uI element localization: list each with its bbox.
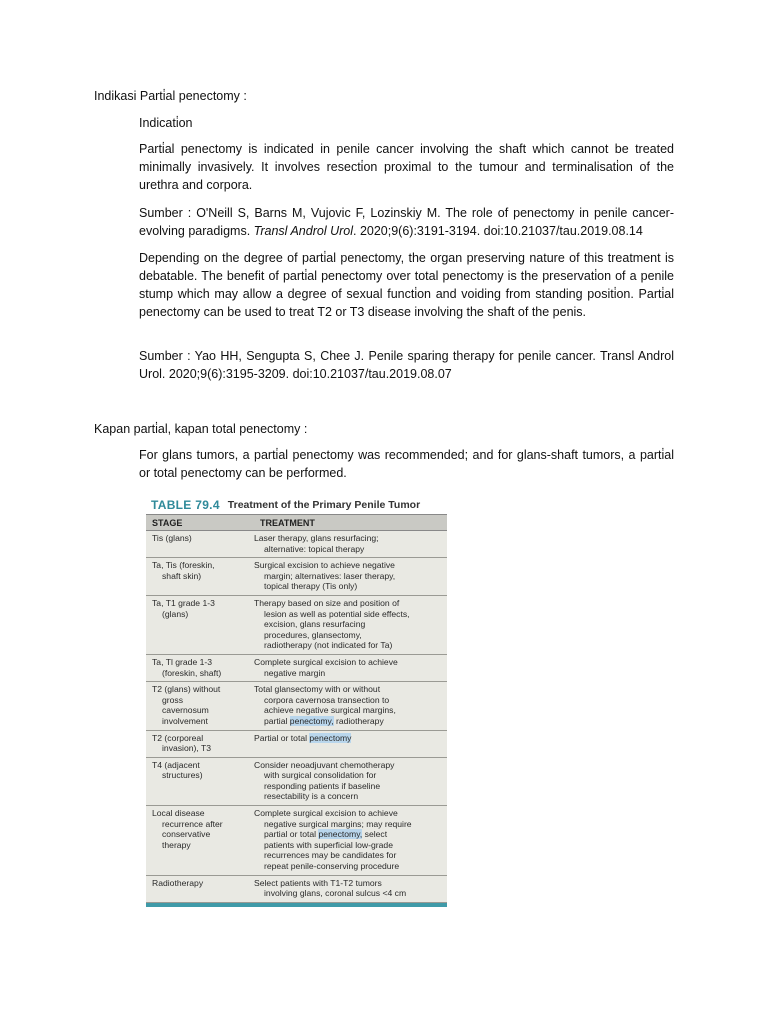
table-number: TABLE 79.4 bbox=[151, 498, 220, 512]
paragraph-glans: For glans tumors, a parti̇al penectomy was recommended; and for glans-shaft tumors, a parti̇al or total penectomy can be performed. bbox=[139, 448, 674, 480]
paragraph-indication: Parti̇al penectomy is indicated in penile cancer involving the shaft which cannot be treated minimally invasively. It involves resecti̇on proximal to the tumour and terminalisati̇on of the urethra and corpora. bbox=[139, 142, 674, 192]
treatment-line: Total glansectomy with or without bbox=[254, 684, 381, 695]
stage-line: Ta, Tl grade 1-3 bbox=[152, 656, 213, 667]
stage-line: Ta, T1 grade 1-3 bbox=[152, 597, 215, 608]
table-image bbox=[146, 496, 447, 934]
heading-kapan: Kapan parti̇al, kapan total penectomy : bbox=[94, 422, 308, 436]
treatment-line: Select patients with T1-T2 tumors bbox=[254, 877, 382, 888]
highlight-penectomy: penectomy, bbox=[318, 829, 363, 840]
treatment-line: margin; alternatives: laser therapy, bbox=[264, 570, 396, 581]
table-title bbox=[146, 496, 447, 514]
treatment-line bbox=[254, 716, 443, 727]
stage-line: T2 (corporeal bbox=[152, 732, 204, 743]
treatment-line: negative margin bbox=[264, 667, 326, 678]
stage-line: therapy bbox=[162, 839, 191, 850]
treatment-line: involving glans, coronal sulcus <4 cm bbox=[264, 888, 407, 899]
table-row bbox=[146, 655, 447, 682]
treatment-line: responding patients if baseline bbox=[264, 780, 381, 791]
stage-line: T2 (glans) without bbox=[152, 684, 221, 695]
stage-line: structures) bbox=[162, 770, 203, 781]
treatment-line: patients with superficial low-grade bbox=[264, 839, 393, 850]
table-row bbox=[146, 531, 447, 558]
treatment-line: Laser therapy, glans resurfacing; bbox=[254, 533, 379, 543]
treatment-line: Surgical excision to achieve negative bbox=[254, 560, 395, 571]
treatment-line: corpora cavernosa transection to bbox=[264, 694, 390, 705]
treatment-text: radiotherapy bbox=[333, 715, 384, 726]
treatment-line: topical therapy (Tis only) bbox=[264, 581, 358, 592]
treatment-line: repeat penile-conserving procedure bbox=[264, 861, 400, 872]
treatment-line: achieve negative surgical margins, bbox=[264, 705, 396, 716]
stage-line: Local disease bbox=[152, 808, 205, 819]
stage-line: involvement bbox=[162, 715, 208, 726]
stage-line: cavernosum bbox=[162, 705, 209, 716]
stage-line: T4 (adjacent bbox=[152, 759, 200, 770]
indication-label: Indicati̇on bbox=[139, 116, 193, 130]
treatment-line: Consider neoadjuvant chemotherapy bbox=[254, 759, 395, 770]
treatment-line: alternative: topical therapy bbox=[264, 543, 365, 554]
treatment-text: Partial or total bbox=[254, 732, 310, 743]
header-stage: STAGE bbox=[152, 517, 183, 528]
table-header bbox=[146, 514, 447, 531]
source-citation-2: Sumber : Yao HH, Sengupta S, Chee J. Penile sparing therapy for penile cancer. Transl Androl Urol. 2020;9(6):3195-3209. doi:10.21037/tau.2019.08.07 bbox=[139, 349, 674, 381]
stage-line: Radiotherapy bbox=[152, 877, 204, 888]
treatment-line: radiotherapy (not indicated for Ta) bbox=[264, 640, 393, 651]
stage-line: conservative bbox=[162, 829, 211, 840]
table-row bbox=[146, 596, 447, 655]
table-row bbox=[146, 682, 447, 730]
table-row bbox=[146, 731, 447, 758]
highlight-penectomy: penectomy, bbox=[289, 715, 334, 726]
treatment-line bbox=[254, 733, 443, 744]
treatment-line: with surgical consolidation for bbox=[264, 770, 377, 781]
treatment-text: partial or total bbox=[264, 829, 319, 840]
highlight-penectomy: penectomy bbox=[309, 732, 352, 743]
treatment-text: partial bbox=[264, 715, 290, 726]
stage-line: invasion), T3 bbox=[162, 743, 212, 754]
table-body bbox=[146, 531, 447, 903]
header-treatment: TREATMENT bbox=[260, 517, 315, 528]
stage-line: Ta, Tis (foreskin, bbox=[152, 560, 215, 571]
treatment-line: negative surgical margins; may require bbox=[264, 818, 412, 829]
treatment-line: Therapy based on size and position of bbox=[254, 597, 400, 608]
source1-journal: Transl Androl Urol bbox=[253, 224, 353, 238]
treatment-text: select bbox=[362, 829, 388, 840]
table-row bbox=[146, 558, 447, 596]
table-row bbox=[146, 876, 447, 903]
stage-line: recurrence after bbox=[162, 818, 223, 829]
source1-suffix: . 2020;9(6):3191-3194. doi:10.21037/tau.2019.08.14 bbox=[353, 224, 643, 238]
treatment-line: Complete surgical excision to achieve bbox=[254, 808, 398, 819]
stage-line: Tis (glans) bbox=[152, 533, 192, 543]
table-footer-bar bbox=[146, 903, 447, 907]
stage-line: gross bbox=[162, 694, 184, 705]
source1-prefix: Sumber : O'Neill S, Barns M, Vujovic F, Lozinskiy M. The role of penectomy in penile cancer-evolving paradigms. bbox=[139, 206, 674, 238]
treatment-line: resectability is a concern bbox=[264, 791, 359, 802]
heading-indikasi: Indikasi Parti̇al penectomy : bbox=[94, 89, 247, 103]
treatment-line bbox=[254, 829, 443, 840]
treatment-line: excision, glans resurfacing bbox=[264, 619, 366, 630]
paragraph-debate: Depending on the degree of parti̇al penectomy, the organ preserving nature of this treatment is debatable. The benefit of parti̇al penectomy over total penectomy is the preservati̇on of a penile stump which may allow a degree of sexual functi̇on and voiding from standing positi̇on. Parti̇al penectomy can be used to treat T2 or T3 disease involving the shaft of the penis. bbox=[139, 251, 674, 319]
treatment-line: procedures, glansectomy, bbox=[264, 629, 362, 640]
source-citation-1 bbox=[139, 204, 674, 240]
table-row bbox=[146, 758, 447, 806]
treatment-line: recurrences may be candidates for bbox=[264, 850, 397, 861]
stage-line: (foreskin, shaft) bbox=[162, 667, 222, 678]
treatment-line: Complete surgical excision to achieve bbox=[254, 656, 398, 667]
table-title-text: Treatment of the Primary Penile Tumor bbox=[227, 499, 421, 511]
stage-line: shaft skin) bbox=[162, 570, 202, 581]
table-row bbox=[146, 806, 447, 876]
stage-line: (glans) bbox=[162, 608, 189, 619]
treatment-line: lesion as well as potential side effects, bbox=[264, 608, 410, 619]
